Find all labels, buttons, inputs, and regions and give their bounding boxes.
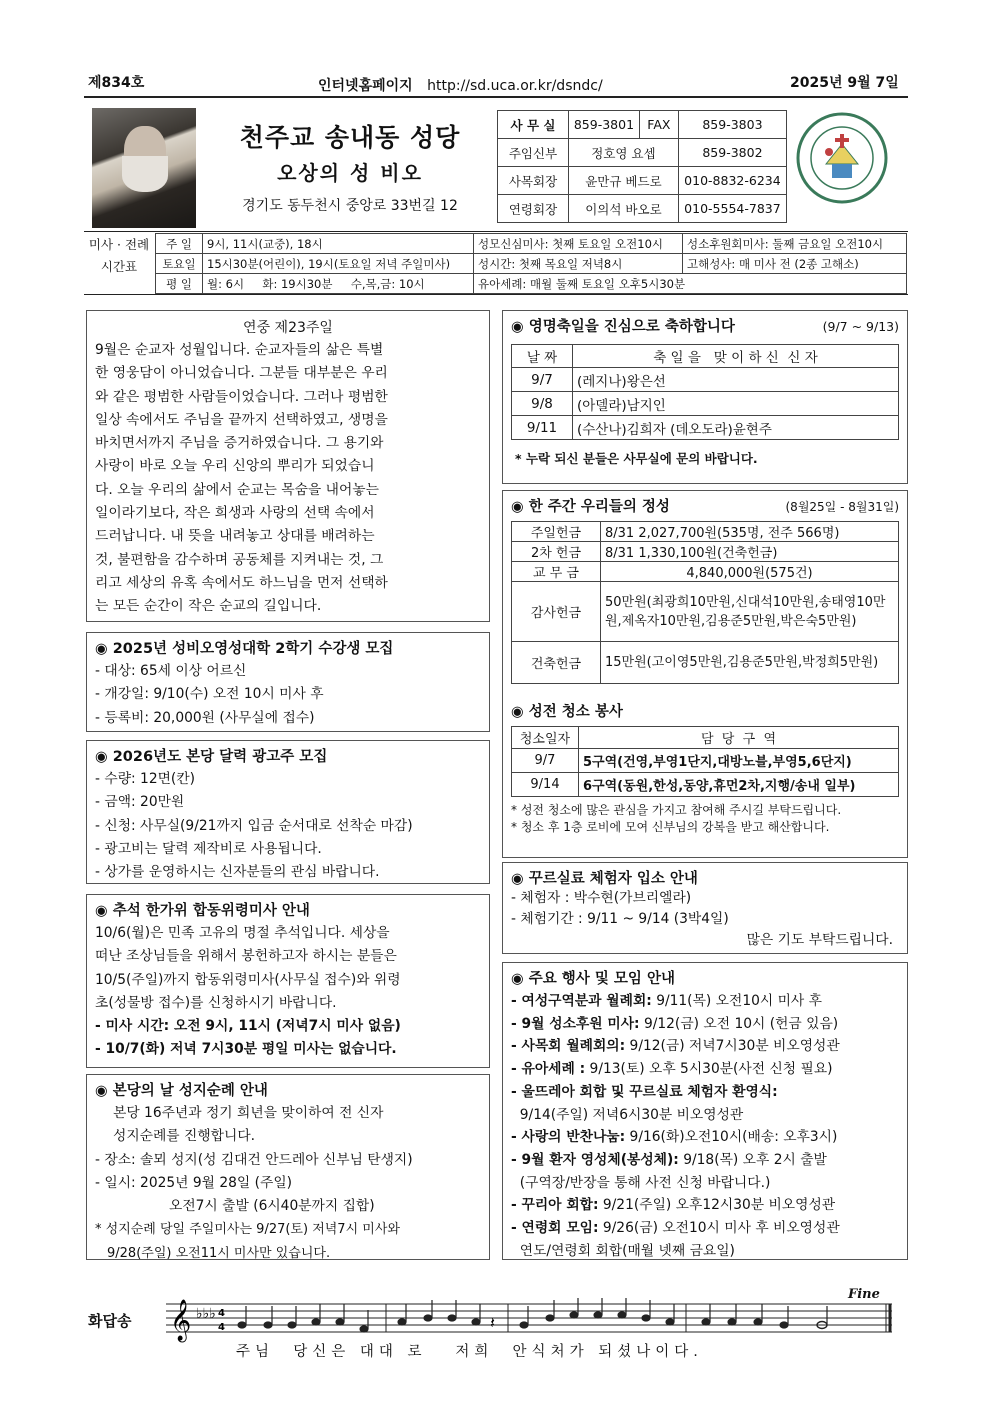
contact-label: 연령회장 xyxy=(498,195,569,223)
sunday-line: 일상 속에서도 주님을 끝까지 선택하였고, 생명을 xyxy=(95,411,388,428)
event-label: - 9월 환자 영성체(봉성체): xyxy=(511,1151,679,1168)
event-item xyxy=(511,1035,899,1058)
event-item xyxy=(511,1194,899,1217)
schedule-table xyxy=(155,233,907,294)
event-label: - 여성구역분과 월례회: xyxy=(511,993,652,1009)
event-detail: 9/18(목) 오후 2시 출발 xyxy=(678,1151,827,1168)
sunday-line: 9월은 순교자 성월입니다. 순교자들의 삶은 특별 xyxy=(95,342,384,358)
feast-note: * 누락 되신 분들은 사무실에 문의 바랍니다. xyxy=(515,451,758,466)
event-detail: 9/13(토) 오후 5시30분(사전 신청 필요) xyxy=(585,1061,833,1078)
sunday-line: 바치면서까지 주님을 증거하였습니다. 그 용기와 xyxy=(95,435,384,452)
schedule-note: 고해성사: 매 미사 전 (2종 고해소) xyxy=(683,254,907,274)
pilgrimage-line: 본당 16주년과 정기 희년을 맞이하여 전 신자 xyxy=(113,1105,384,1121)
issue-number: 제834호 xyxy=(88,75,145,91)
college-notice xyxy=(86,632,490,732)
header-rule xyxy=(84,96,908,98)
schedule-times: 15시30분(어린이), 19시(토요일 저녁 주일미사) xyxy=(203,254,474,274)
treble-clef-icon: 𝄞 xyxy=(170,1300,192,1341)
contact-value: 정호영 요셉 xyxy=(569,139,679,167)
calendar-ad-line: - 상가를 운영하시는 신자분들의 관심 바랍니다. xyxy=(95,864,380,881)
event-item xyxy=(511,1240,899,1263)
event-item xyxy=(511,1104,899,1127)
svg-text:♭♭♭: ♭♭♭ xyxy=(196,1306,216,1322)
contact-label: 주임신부 xyxy=(498,139,569,167)
calendar-ad-line: - 광고비는 달력 제작비로 사용됩니다. xyxy=(95,840,322,857)
cursillo-line: - 체험기간 : 9/11 ~ 9/14 (3박4일) xyxy=(511,911,729,927)
parish-patron: 오상의 성 비오 xyxy=(277,161,423,185)
sunday-line: 는 모든 순간이 작은 순교의 길입니다. xyxy=(95,598,322,615)
chuseok-line: 10/5(주일)까지 합동위령미사(사무실 접수)와 위령 xyxy=(95,971,401,988)
schedule-note: 성시간: 첫째 목요일 저녁8시 xyxy=(474,254,683,274)
pilgrimage-line: 오전7시 출발 (6시40분까지 집합) xyxy=(169,1198,375,1215)
chuseok-line: 초(성물방 접수)를 신청하시기 바랍니다. xyxy=(95,994,337,1011)
sunday-line: 것, 불편함을 감수하며 공동체를 지켜내는 것, 그 xyxy=(95,551,384,568)
event-detail: 9/11(목) 오전10시 미사 후 xyxy=(651,993,822,1009)
feast-names: (수산나)김희자 (데오도라)윤현주 xyxy=(573,416,899,440)
portrait-beard xyxy=(122,156,168,192)
offering-value: 8/31 1,330,100원(건축헌금) xyxy=(601,542,899,562)
offering-box xyxy=(502,490,908,858)
schedule-note: 성모신심미사: 첫째 토요일 오전10시 xyxy=(474,234,683,254)
contact-phone: 859-3803 xyxy=(678,111,786,139)
cleaning-date: 9/14 xyxy=(512,773,579,797)
sunday-reflection xyxy=(86,310,490,622)
sunday-line: 사랑이 바로 오늘 우리 신앙의 뿌리가 되었습니 xyxy=(95,458,375,475)
emblem-icon xyxy=(796,112,888,204)
music-staff xyxy=(166,1298,894,1346)
chuseok-line: 떠난 조상님들을 위해서 봉헌하고자 하시는 분들은 xyxy=(95,948,397,965)
event-item xyxy=(511,1149,899,1172)
event-item xyxy=(511,1217,899,1240)
contact-label: 사목회장 xyxy=(498,167,569,195)
pilgrimage-line: - 일시: 2025년 9월 28일 (주일) xyxy=(95,1174,293,1191)
sunday-line: 한 영웅담이 아니었습니다. 그분들 대부분은 우리 xyxy=(95,365,388,382)
schedule-day: 평 일 xyxy=(156,274,203,294)
sunday-line: 와 같은 평범한 사람들이었습니다. 그러나 평범한 xyxy=(95,388,388,405)
event-label: - 유아세례 : xyxy=(511,1061,586,1078)
event-item xyxy=(511,990,899,1013)
events-box xyxy=(502,962,908,1260)
event-item xyxy=(511,1126,899,1149)
feast-names: (아델라)남지인 xyxy=(573,392,899,416)
schedule-rule-bottom xyxy=(84,294,908,295)
offering-label: 감사헌금 xyxy=(512,582,601,642)
offering-label: 주일헌금 xyxy=(512,522,601,542)
schedule-times: 월: 6시 화: 19시30분 수,목,금: 10시 xyxy=(203,274,474,294)
calendar-ad-line: - 수량: 12면(칸) xyxy=(95,771,196,787)
sunday-line: 일이라기보다, 작은 희생과 사랑의 선택 속에서 xyxy=(95,505,375,522)
event-label: - 울뜨레아 회합 및 꾸르실료 체험자 환영식: xyxy=(511,1083,778,1100)
event-detail: 9/12(금) 저녁7시30분 비오영성관 xyxy=(625,1038,840,1055)
feast-range: (9/7 ~ 9/13) xyxy=(822,319,899,334)
parish-emblem xyxy=(796,112,888,204)
svg-text:𝄽: 𝄽 xyxy=(490,1313,495,1332)
feast-box xyxy=(502,310,908,484)
sunday-line: 다. 오늘 우리의 삶에서 순교는 목숨을 내어놓는 xyxy=(95,481,379,498)
chuseok-mass-time: - 미사 시간: 오전 9시, 11시 (저녁7시 미사 없음) xyxy=(95,1018,401,1035)
pilgrimage-notice xyxy=(86,1074,490,1260)
cursillo-title: ◉ 꾸르실료 체험자 입소 안내 xyxy=(511,871,698,887)
offering-label: 교 무 금 xyxy=(512,562,601,582)
offering-value: 50만원(최광희10만원,신대석10만원,송태영10만원,제옥자10만원,김용준5만원,박은숙5만원) xyxy=(601,582,899,642)
schedule-times: 9시, 11시(교중), 18시 xyxy=(203,234,474,254)
feast-header: 날 짜 xyxy=(512,345,573,368)
event-detail: (구역장/반장을 통해 사전 신청 바랍니다.) xyxy=(511,1174,771,1191)
event-label: - 사랑의 반찬나눔: xyxy=(511,1129,626,1146)
college-line: - 대상: 65세 이상 어르신 xyxy=(95,663,247,679)
homepage-url[interactable]: http://sd.uca.or.kr/dsndc/ xyxy=(427,78,603,94)
feast-date: 9/8 xyxy=(512,392,573,416)
event-label: - 9월 성소후원 미사: xyxy=(511,1015,640,1032)
parish-name: 천주교 송내동 성당 xyxy=(239,123,461,152)
offering-title: ◉ 한 주간 우리들의 정성 xyxy=(511,499,670,515)
feast-date: 9/11 xyxy=(512,416,573,440)
cursillo-notice xyxy=(502,862,908,954)
chuseok-no-mass: - 10/7(화) 저녁 7시30분 평일 미사는 없습니다. xyxy=(95,1041,397,1058)
chuseok-notice xyxy=(86,894,490,1068)
college-line: - 등록비: 20,000원 (사무실에 접수) xyxy=(95,709,315,726)
pilgrimage-line: 성지순례를 진행합니다. xyxy=(113,1128,256,1145)
bulletin-date: 2025년 9월 7일 xyxy=(790,75,899,91)
feast-names: (레지나)왕은선 xyxy=(573,368,899,392)
sunday-line: 드러납니다. 내 뜻을 내려놓고 상대를 배려하는 xyxy=(95,528,375,545)
cleaning-title: ◉ 성전 청소 봉사 xyxy=(511,704,623,720)
parish-address: 경기도 동두천시 중앙로 33번길 12 xyxy=(242,198,458,214)
cleaning-area: 6구역(동원,한성,동양,휴먼2차,지행/송내 일부) xyxy=(579,773,899,797)
calendar-ad-line: - 신청: 사무실(9/21까지 입금 순서대로 선착순 마감) xyxy=(95,817,413,834)
feast-title: ◉ 영명축일을 진심으로 축하합니다 xyxy=(511,319,735,335)
schedule-note: 성소후원회미사: 둘째 금요일 오전10시 xyxy=(683,234,907,254)
chuseok-line: 10/6(월)은 민족 고유의 명절 추석입니다. 세상을 xyxy=(95,925,390,941)
event-detail: 9/14(주일) 저녁6시30분 비오영성관 xyxy=(511,1106,744,1123)
college-line: - 개강일: 9/10(수) 오전 10시 미사 후 xyxy=(95,686,324,703)
schedule-day: 주 일 xyxy=(156,234,203,254)
event-detail: 연도/연령회 회합(매월 넷째 금요일) xyxy=(511,1242,735,1259)
pilgrimage-note: 9/28(주일) 오전11시 미사만 있습니다. xyxy=(107,1245,331,1261)
event-item xyxy=(511,1013,899,1036)
cleaning-area: 5구역(건영,부영1단지,대방노블,부영5,6단지) xyxy=(579,749,899,773)
schedule-day: 토요일 xyxy=(156,254,203,274)
offering-range: (8월25일 - 8월31일) xyxy=(785,500,899,514)
offering-label: 건축헌금 xyxy=(512,642,601,684)
event-label: - 꾸리아 회합: xyxy=(511,1197,599,1214)
chuseok-title: ◉ 추석 한가위 합동위령미사 안내 xyxy=(95,903,310,919)
cleaning-note: * 성전 청소에 많은 관심을 가지고 참여해 주시길 부탁드립니다. xyxy=(511,803,842,817)
pilgrimage-title: ◉ 본당의 날 성지순례 안내 xyxy=(95,1083,268,1099)
contact-value: 윤만규 베드로 xyxy=(569,167,679,195)
feast-table xyxy=(511,344,899,440)
cleaning-header: 청소일자 xyxy=(512,727,579,749)
cleaning-date: 9/7 xyxy=(512,749,579,773)
calendar-ad-line: - 금액: 20만원 xyxy=(95,794,185,811)
contact-phone: 859-3802 xyxy=(678,139,786,167)
contact-label: 사 무 실 xyxy=(498,111,569,139)
offering-value: 15만원(고이영5만원,김용준5만원,박정희5만원) xyxy=(601,642,899,684)
event-label: - 연령회 모임: xyxy=(511,1220,599,1237)
homepage-line xyxy=(318,75,603,95)
cursillo-line: - 체험자 : 박수현(가브리엘라) xyxy=(511,890,692,906)
offering-label: 2차 헌금 xyxy=(512,542,601,562)
schedule-note: 유아세례: 매월 둘째 토요일 오후5시30분 xyxy=(474,274,907,294)
event-detail: 9/26(금) 오전10시 미사 후 비오영성관 xyxy=(598,1220,840,1237)
svg-text:4: 4 xyxy=(218,1322,225,1333)
svg-text:4: 4 xyxy=(218,1308,225,1319)
patron-portrait xyxy=(92,108,196,228)
event-item xyxy=(511,1172,899,1195)
psalm-label: 화답송 xyxy=(88,1312,132,1330)
feast-date: 9/7 xyxy=(512,368,573,392)
feast-header: 축 일 을 맞 이 하 신 신 자 xyxy=(573,345,899,368)
contact-phone: 010-5554-7837 xyxy=(678,195,786,223)
schedule-title: 미사 · 전례 시간표 xyxy=(88,237,150,274)
event-item xyxy=(511,1058,899,1081)
calendar-ad-notice xyxy=(86,740,490,884)
event-label: - 사목회 월례회의: xyxy=(511,1038,626,1055)
schedule-rule-top xyxy=(84,231,908,232)
cleaning-header: 담 당 구 역 xyxy=(579,727,899,749)
cleaning-table xyxy=(511,726,899,797)
offering-value: 4,840,000원(575건) xyxy=(601,562,899,582)
contact-value: 이의석 바오로 xyxy=(569,195,679,223)
cursillo-closing: 많은 기도 부탁드립니다. xyxy=(746,932,893,948)
psalm-fine: Fine xyxy=(848,1287,880,1302)
homepage-label: 인터넷홈페이지 xyxy=(318,78,413,94)
contact-phone: 010-8832-6234 xyxy=(678,167,786,195)
event-detail: 9/12(금) 오전 10시 (헌금 있음) xyxy=(639,1015,839,1032)
event-detail: 9/16(화)오전10시(배송: 오후3시) xyxy=(625,1129,838,1146)
offering-table xyxy=(511,521,899,684)
contact-label: FAX xyxy=(639,111,678,139)
event-detail: 9/21(주일) 오후12시30분 비오영성관 xyxy=(598,1197,836,1214)
contact-table xyxy=(497,110,787,223)
events-title: ◉ 주요 행사 및 모임 안내 xyxy=(511,971,675,987)
event-item xyxy=(511,1081,899,1104)
calendar-ad-title: ◉ 2026년도 본당 달력 광고주 모집 xyxy=(95,749,328,765)
pilgrimage-note: * 성지순례 당일 주일미사는 9/27(토) 저녁7시 미사와 xyxy=(95,1222,400,1238)
psalm-lyrics: 주님 당신은 대대 로 저희 안식처가 되셨나이다. xyxy=(236,1344,703,1360)
college-title: ◉ 2025년 성비오영성대학 2학기 수강생 모집 xyxy=(95,641,394,657)
pilgrimage-line: - 장소: 솔뫼 성지(성 김대건 안드레아 신부님 탄생지) xyxy=(95,1151,413,1168)
cleaning-note: * 청소 후 1층 로비에 모여 신부님의 강복을 받고 해산합니다. xyxy=(511,820,830,834)
sunday-line: 리고 세상의 유혹 속에서도 하느님을 먼저 선택하 xyxy=(95,574,388,591)
contact-value: 859-3801 xyxy=(569,111,640,139)
offering-value: 8/31 2,027,700원(535명, 전주 566명) xyxy=(601,522,899,542)
sunday-title: 연중 제23주일 xyxy=(243,320,333,336)
